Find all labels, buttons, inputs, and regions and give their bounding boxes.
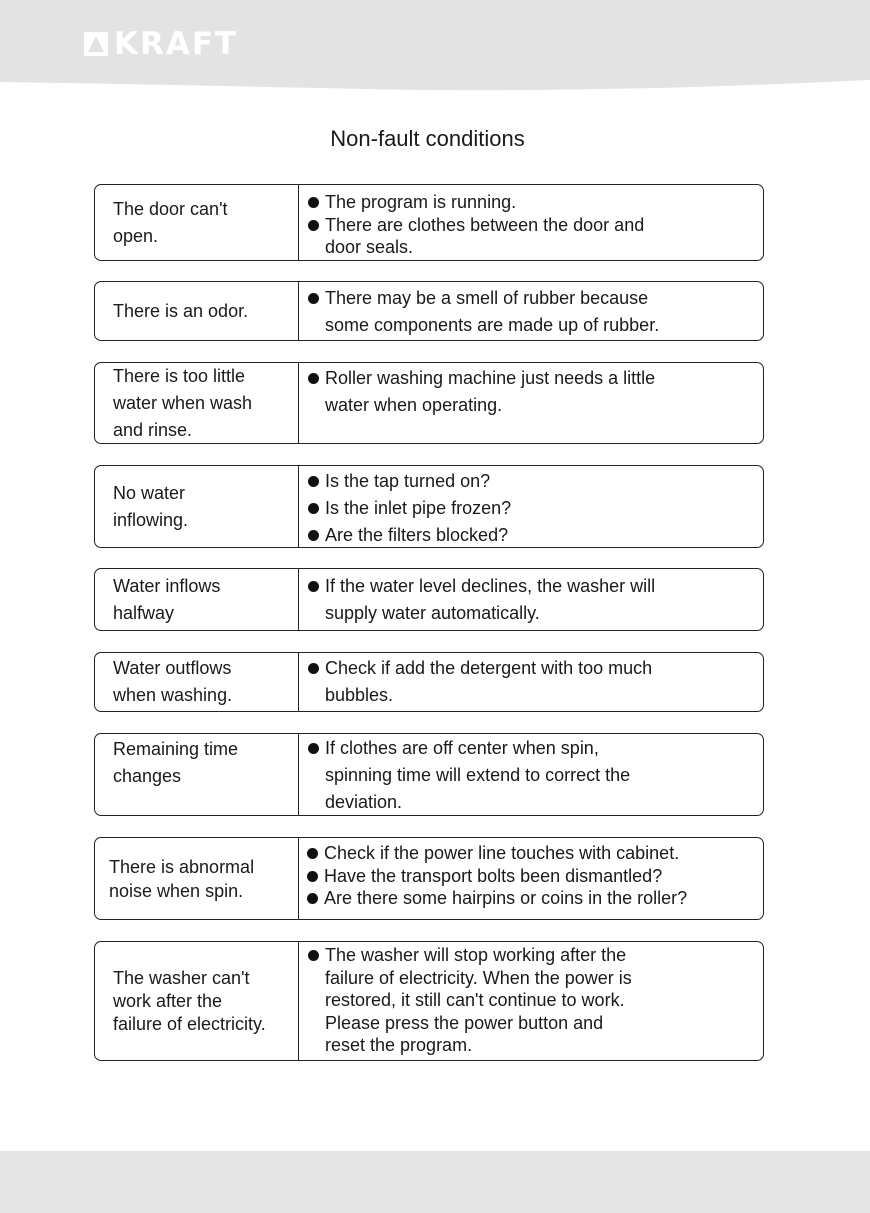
condition-row — [94, 733, 764, 816]
solution-item: Are there some hairpins or coins in the roller? — [307, 887, 763, 910]
condition-cell: The door can't open. — [95, 185, 299, 260]
bullet-icon — [308, 476, 319, 487]
solutions-cell — [299, 734, 763, 815]
condition-row — [94, 941, 764, 1061]
solutions-cell — [299, 653, 763, 711]
bullet-icon — [308, 663, 319, 674]
condition-cell: Remaining time changes — [95, 734, 299, 815]
solution-item: There are clothes between the door and door seals. — [308, 214, 763, 259]
solution-item: Is the tap turned on? — [308, 468, 763, 495]
bullet-icon — [308, 197, 319, 208]
condition-cell: There is too little water when wash and rinse. — [95, 363, 299, 443]
solution-item: Check if the power line touches with cabinet. — [307, 842, 763, 865]
footer-band — [0, 1151, 870, 1213]
solution-item: Check if add the detergent with too much bubbles. — [308, 655, 763, 709]
brand-name: KRAFT — [114, 26, 239, 62]
solution-item: There may be a smell of rubber because some components are made up of rubber. — [308, 285, 763, 339]
bullet-icon — [308, 293, 319, 304]
condition-row — [94, 184, 764, 261]
solution-item: If clothes are off center when spin, spinning time will extend to correct the deviation. — [308, 735, 763, 816]
condition-row — [94, 362, 764, 444]
solution-item: The program is running. — [308, 191, 763, 214]
solution-item: Are the filters blocked? — [308, 522, 763, 549]
bullet-icon — [308, 581, 319, 592]
condition-cell: Water inflows halfway — [95, 569, 299, 630]
condition-cell: The washer can't work after the failure of electricity. — [95, 942, 299, 1060]
condition-cell: Water outflows when washing. — [95, 653, 299, 711]
solutions-cell — [299, 185, 763, 260]
solutions-cell — [299, 282, 763, 340]
condition-cell: There is an odor. — [95, 282, 299, 340]
bullet-icon — [308, 503, 319, 514]
bullet-icon — [307, 848, 318, 859]
solutions-cell — [299, 838, 763, 919]
bullet-icon — [308, 220, 319, 231]
bullet-icon — [307, 871, 318, 882]
condition-row — [94, 281, 764, 341]
solution-item: The washer will stop working after the failure of electricity. When the power is restored, it still can't continue to work. Please press the power button and reset the program. — [308, 944, 763, 1057]
bullet-icon — [308, 950, 319, 961]
solutions-cell — [299, 569, 763, 630]
solutions-cell — [299, 363, 763, 443]
condition-row — [94, 837, 764, 920]
solutions-cell — [299, 466, 763, 547]
condition-row — [94, 465, 764, 548]
bullet-icon — [307, 893, 318, 904]
solution-item: If the water level declines, the washer will supply water automatically. — [308, 573, 763, 627]
solutions-cell — [299, 942, 763, 1060]
solution-item: Roller washing machine just needs a little water when operating. — [308, 365, 763, 419]
bullet-icon — [308, 373, 319, 384]
bullet-icon — [308, 743, 319, 754]
solution-item: Have the transport bolts been dismantled? — [307, 865, 763, 888]
condition-row — [94, 568, 764, 631]
solution-item: Is the inlet pipe frozen? — [308, 495, 763, 522]
page-title: Non-fault conditions — [330, 126, 525, 151]
kraft-logo — [84, 26, 239, 62]
condition-cell: There is abnormal noise when spin. — [95, 838, 299, 919]
logo-triangle-icon — [84, 32, 108, 56]
bullet-icon — [308, 530, 319, 541]
condition-cell: No water inflowing. — [95, 466, 299, 547]
condition-row — [94, 652, 764, 712]
